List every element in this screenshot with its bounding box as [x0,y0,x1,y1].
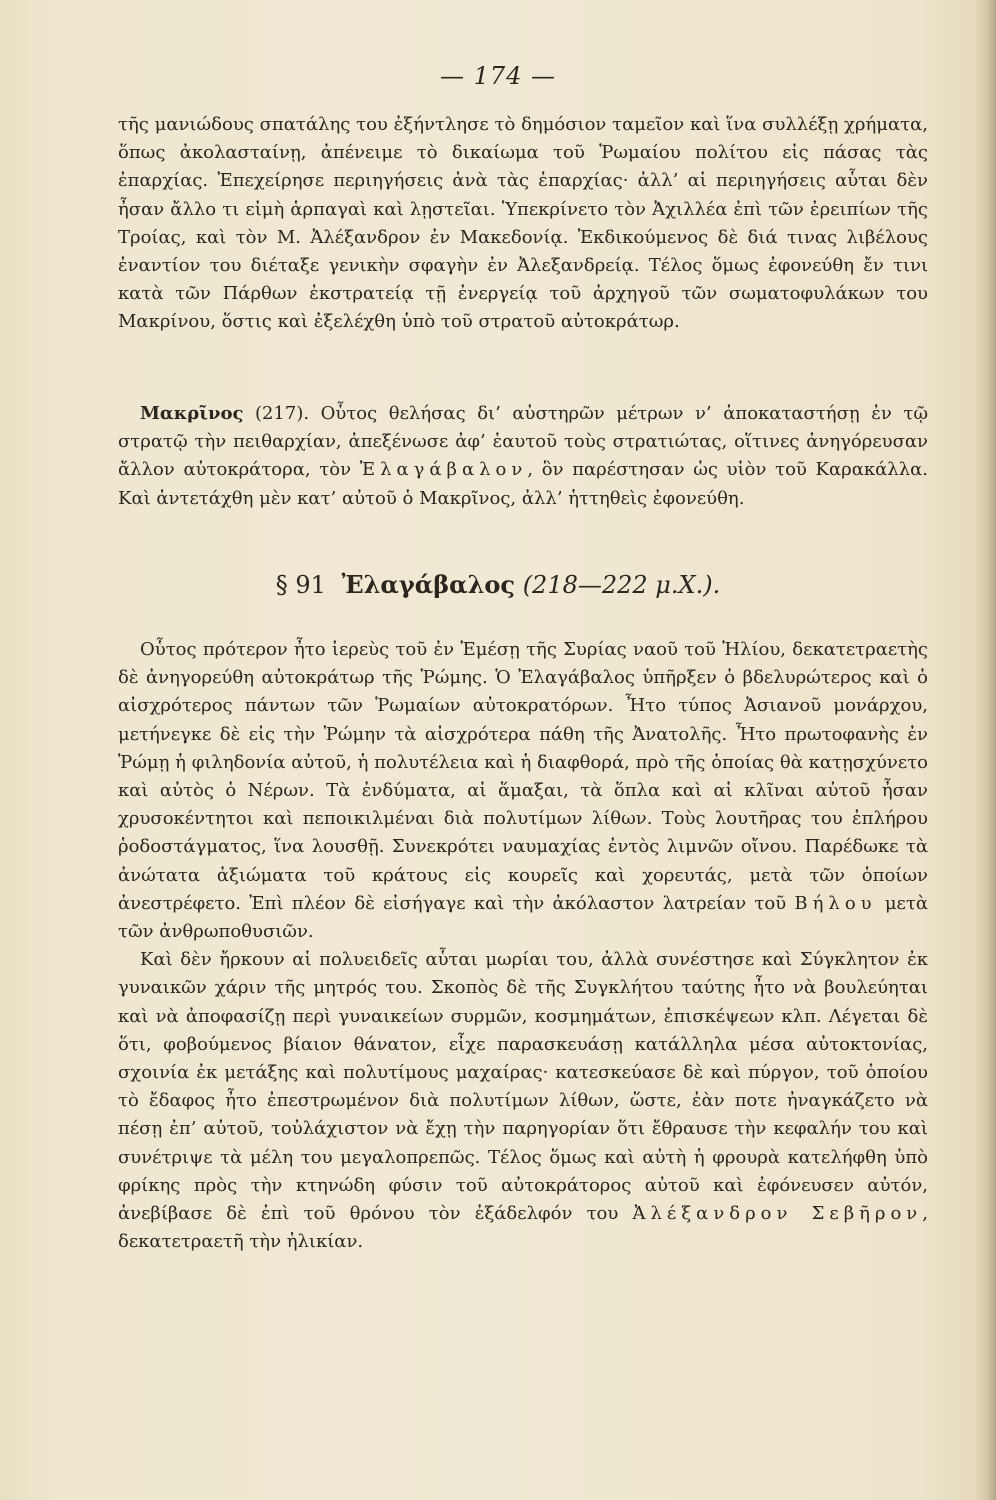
section-dates: (218—222 μ.Χ.). [522,571,721,599]
text-block-top [118,111,928,337]
emphasized-name: Βήλου [794,892,877,914]
paragraph-text: (217). Οὗτος θελήσας δι’ αὐστηρῶν μέτρων ν’ ἀποκαταστήσῃ ἐν τῷ στρατῷ τὴν πειθαρχίαν, ἀπεξένωσε ἀφ’ ἑαυτοῦ τοὺς στρατιώτας, οἵτινες ἀνηγόρευσαν ἄλλον αὐτοκράτορα, τὸν [118,403,928,481]
section-number: § 91 [275,571,326,599]
paragraph-elagabalus [118,636,928,946]
emphasized-name: Ἐλαγάβαλον [359,459,528,481]
text-block-elagabalus [118,636,928,1256]
text-block-macrinus [118,400,928,513]
paragraph-text: Καὶ δὲν ἤρκουν αἱ πολυειδεῖς αὗται μωρίαι του, ἀλλὰ συνέστησε καὶ Σύγκλητον ἐκ γυναικῶν χάριν τῆς μητρός του. Σκοπὸς δὲ τῆς Συγκλήτου ταύτης ἦτο νὰ βουλεύηται καὶ νὰ ἀποφασίζῃ περὶ γυναικείων συρμῶν, κοσμημάτων, ἐπισκέψεων κλπ. Λέγεται δὲ ὅτι, φοβούμενος βίαιον θάνατον, εἶχε παρασκευάσῃ κατάλληλα μέσα αὐτοκτονίας, σχοινία ἐκ μετάξης καὶ πολυτίμους μαχαίρας· κατεσκεύασε δὲ καὶ πύργον, τοῦ ὁποίου τὸ ἔδαφος ἦτο ἐπεστρωμένον διὰ πολυτίμων λίθων, ὥστε, ἐὰν ποτε ἠναγκάζετο νὰ πέσῃ ἐπ’ αὐτοῦ, τοὐλάχιστον νὰ ἔχῃ τὴν παρηγορίαν ὅτι ἔθραυσε τὴν κεφαλήν του καὶ συνέτριψε τὰ μέλη του μεγαλοπρεπῶς. Τέλος ὅμως καὶ αὐτὴ ἡ φρουρὰ κατελήφθη ὑπὸ φρίκης πρὸς τὴν κτηνώδη φύσιν τοῦ αὐτοκράτορος αὐτοῦ καὶ ἐφόνευσεν αὐτόν, ἀνεβίβασε δὲ ἐπὶ τοῦ θρόνου τὸν ἐξάδελφόν του [118,949,928,1225]
page-edge-shadow [974,0,996,1500]
page-number: — 174 — [439,62,557,90]
paragraph-macrinus [118,400,928,513]
paragraph-senate [118,946,928,1256]
paragraph-lead-term: Μακρῖνος [140,403,244,424]
emphasized-name: Ἀλέξανδρον Σεβῆρον [632,1203,923,1225]
paragraph-text: Οὗτος πρότερον ἦτο ἱερεὺς τοῦ ἐν Ἐμέσῃ τῆς Συρίας ναοῦ τοῦ Ἡλίου, δεκατετραετὴς δὲ ἀνηγορεύθη αὐτοκράτωρ τῆς Ῥώμης. Ὁ Ἐλαγάβαλος ὑπῆρξεν ὁ βδελυρώτερος καὶ ὁ αἰσχρότερος πάντων τῶν Ῥωμαίων αὐτοκρατόρων. Ἦτο τύπος Ἀσιανοῦ μονάρχου, μετήνεγκε δὲ εἰς τὴν Ῥώμην τὰ αἰσχρότερα πάθη τῆς Ἀνατολῆς. Ἦτο πρωτοφανὴς ἐν Ῥώμῃ ἡ φιληδονία αὐτοῦ, ἡ πολυτέλεια καὶ ἡ διαφθορά, πρὸ τῆς ὁποίας θὰ κατῃσχύνετο καὶ αὐτὸς ὁ Νέρων. Τὰ ἐνδύματα, αἱ ἅμαξαι, τὰ ὅπλα καὶ αἱ κλῖναι αὐτοῦ ἦσαν χρυσοκέντητοι καὶ πεποικιλμέναι διὰ πολυτίμων λίθων. Τοὺς λουτῆρας του ἐπλήρου ῥοδοστάγματος, ἵνα λουσθῇ. Συνεκρότει ναυμαχίας ἐντὸς λιμνῶν οἴνου. Παρέδωκε τὰ ἀνώτατα ἀξιώματα τοῦ κράτους εἰς κουρεῖς καὶ χορευτάς, μετὰ τῶν ὁποίων ἀνεστρέφετο. Ἐπὶ πλέον δὲ εἰσήγαγε καὶ τὴν ἀκόλαστον λατρείαν τοῦ [118,639,928,914]
paragraph-continuation: τῆς μανιώδους σπατάλης του ἐξήντλησε τὸ δημόσιον ταμεῖον καὶ ἵνα συλλέξῃ χρήματα, ὅπως ἀκολασταίνῃ, ἀπένειμε τὸ δικαίωμα τοῦ Ῥωμαίου πολίτου εἰς πάσας τὰς ἐπαρχίας. Ἐπεχείρησε περιηγήσεις ἀνὰ τὰς ἐπαρχίας· ἀλλ’ αἱ περιηγήσεις αὗται δὲν ἦσαν ἄλλο τι εἰμὴ ἁρπαγαὶ καὶ λῃστεῖαι. Ὑπεκρίνετο τὸν Ἀχιλλέα ἐπὶ τῶν ἐρειπίων τῆς Τροίας, καὶ τὸν Μ. Ἀλέξανδρον ἐν Μακεδονίᾳ. Ἐκδικούμενος δὲ διά τινας λιβέλους ἐναντίον του διέταξε γενικὴν σφαγὴν ἐν Ἀλεξανδρείᾳ. Τέλος ὅμως ἐφονεύθη ἔν τινι κατὰ τῶν Πάρθων ἐκστρατείᾳ τῇ ἐνεργείᾳ τοῦ ἀρχηγοῦ τῶν σωματοφυλάκων του Μακρίνου, ὅστις καὶ ἐξελέχθη ὑπὸ τοῦ στρατοῦ αὐτοκράτωρ. [118,114,928,333]
paragraph-text-end: , δεκατετραετῆ τὴν ἡλικίαν. [118,1203,928,1253]
section-heading [0,570,996,599]
paragraph-text-end: , ὃν παρέστησαν ὡς υἱὸν τοῦ Καρακάλλα. Καὶ ἀντετάχθη μὲν κατ’ αὐτοῦ ὁ Μακρῖνος, ἀλλ’ ἡττηθεὶς ἐφονεύθη. [118,459,928,509]
paragraph-text-end: μετὰ τῶν ἀνθρωποθυσιῶν. [118,892,929,943]
section-title: Ἐλαγάβαλος [341,570,516,599]
